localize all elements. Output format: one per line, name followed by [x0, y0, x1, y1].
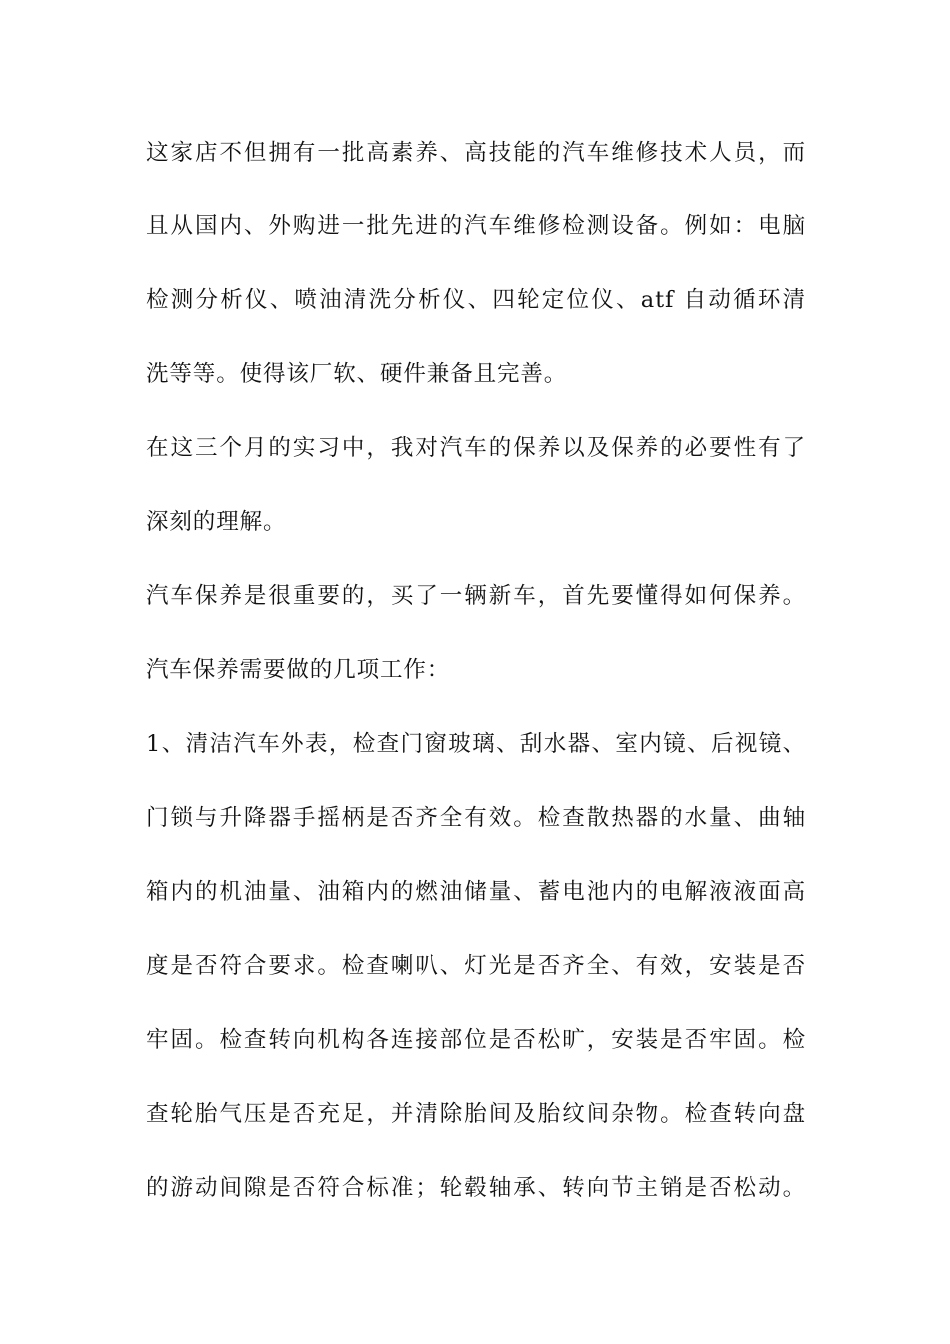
text-line: 洗等等。使得该厂软、硬件兼备且完善。	[146, 361, 568, 387]
text-line: 牢固。检查转向机构各连接部位是否松旷，安装是否牢固。检	[146, 1027, 806, 1053]
text-line: 检测分析仪、喷油清洗分析仪、四轮定位仪、atf 自动循环清	[146, 287, 806, 313]
text-line: 且从国内、外购进一批先进的汽车维修检测设备。例如：电脑	[146, 213, 806, 239]
text-line: 箱内的机油量、油箱内的燃油储量、蓄电池内的电解液液面高	[146, 879, 806, 905]
text-line: 查轮胎气压是否充足，并清除胎间及胎纹间杂物。检查转向盘	[146, 1101, 806, 1127]
text-line: 在这三个月的实习中，我对汽车的保养以及保养的必要性有了	[146, 435, 806, 461]
text-line: 的游动间隙是否符合标准；轮毂轴承、转向节主销是否松动。	[146, 1175, 806, 1201]
text-line: 深刻的理解。	[146, 509, 287, 535]
text-line: 汽车保养需要做的几项工作：	[146, 657, 451, 683]
text-line: 度是否符合要求。检查喇叭、灯光是否齐全、有效，安装是否	[146, 953, 806, 979]
text-line: 门锁与升降器手摇柄是否齐全有效。检查散热器的水量、曲轴	[146, 805, 806, 831]
text-line: 这家店不但拥有一批高素养、高技能的汽车维修技术人员，而	[146, 140, 806, 166]
text-line: 1、清洁汽车外表，检查门窗玻璃、刮水器、室内镜、后视镜、	[146, 731, 806, 757]
text-line: 汽车保养是很重要的，买了一辆新车，首先要懂得如何保养。	[146, 583, 806, 609]
